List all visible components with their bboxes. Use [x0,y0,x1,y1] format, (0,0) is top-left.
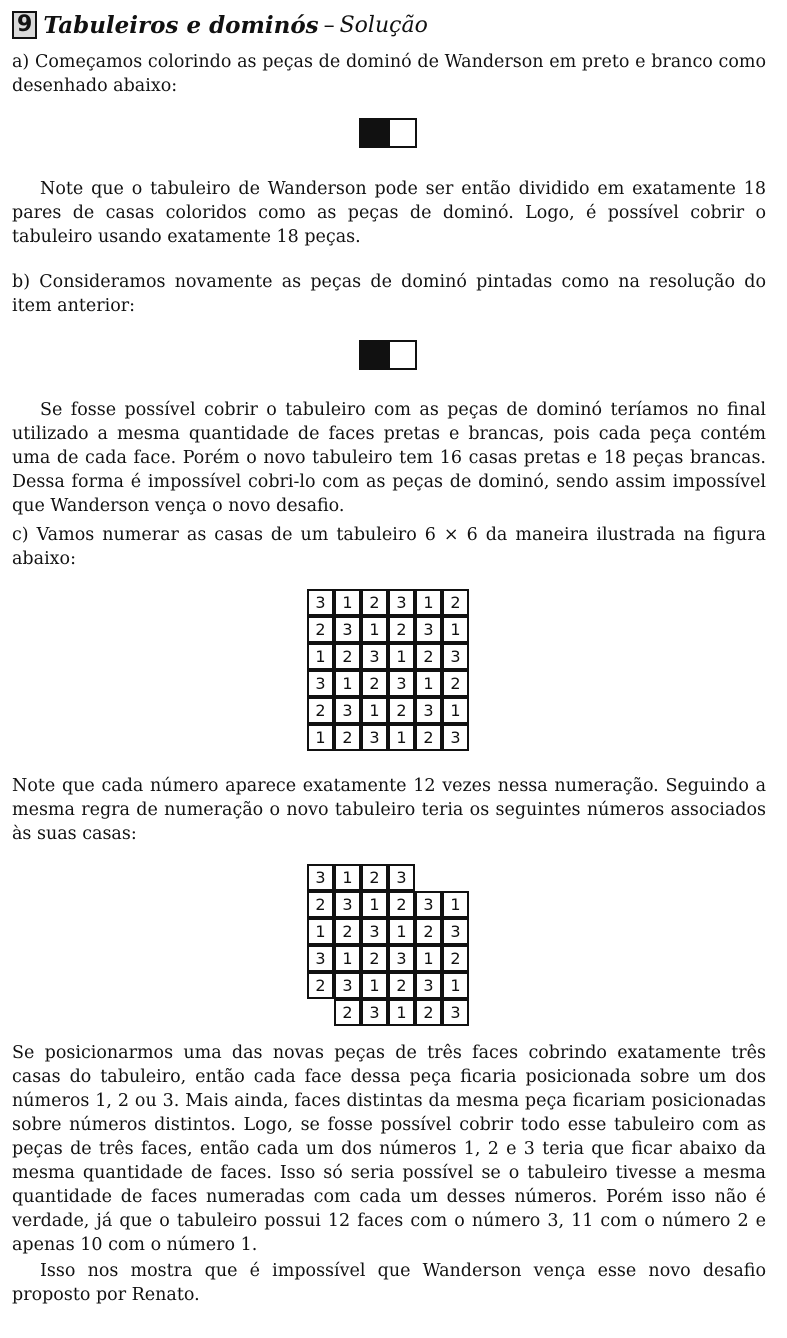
board-cell: 2 [388,616,415,643]
board-cell: 3 [307,945,334,972]
board-cell: 1 [334,864,361,891]
board-cell: 3 [334,972,361,999]
title-dash: – [323,12,335,38]
board-cell: 2 [442,945,469,972]
board-cell: 3 [307,589,334,616]
board-cell: 3 [388,589,415,616]
problem-number: 9 [12,11,37,39]
board-cell: 1 [388,918,415,945]
board-cell: 1 [442,972,469,999]
board-cell: 2 [415,918,442,945]
board-cell: 3 [361,724,388,751]
board-cell: 3 [415,697,442,724]
board-cell: 3 [334,697,361,724]
board-cell: 3 [442,724,469,751]
board-cell: 3 [388,670,415,697]
board-cell: 2 [307,616,334,643]
board-cell: 1 [361,697,388,724]
board-cell: 2 [307,891,334,918]
board-cell: 2 [415,724,442,751]
board-cell: 3 [415,891,442,918]
board-cell: 1 [307,643,334,670]
board-cell: 1 [388,724,415,751]
board-cell: 2 [388,697,415,724]
domino-white-half [388,342,415,368]
board-cell: 3 [415,616,442,643]
domino-black-half [361,120,388,146]
board-cell: 1 [388,643,415,670]
part-a-body: Note que o tabuleiro de Wanderson pode ser então dividido em exatamente 18 pares de casas coloridos como as peças de dominó. Logo, é possível cobrir o tabuleiro usando exatamente 18 peças. [12,179,766,247]
board-cell: 1 [334,589,361,616]
board-cell: 3 [388,864,415,891]
board-cell: 3 [415,972,442,999]
board-cell: 2 [442,589,469,616]
board-cell: 2 [415,643,442,670]
domino-piece-a [359,118,417,148]
board-cell: 3 [361,999,388,1026]
board-cell: 1 [334,945,361,972]
board-cell: 3 [361,918,388,945]
part-c-body: Se posicionarmos uma das novas peças de três faces cobrindo exatamente três casas do tabuleiro, então cada face dessa peça ficaria posicionada sobre um dos números 1, 2 ou 3. Mais ainda, faces distintas da mesma peça ficariam posicionadas sobre números distintos. Logo, se fosse possível cobrir todo esse tabuleiro com as peças de três faces, então cada um dos números 1, 2 e 3 teria que ficar abaixo da mesma quantidade de faces. Isso só seria possível se o tabuleiro tivesse a mesma quantidade de faces numeradas com cada um desses números. Porém isso não é verdade, já que o tabuleiro possui 12 faces com o número 3, 11 com o número 2 e apenas 10 com o número 1. [12,1043,766,1255]
board-cell: 1 [361,616,388,643]
board-cell: 1 [334,670,361,697]
board-cell: 2 [307,972,334,999]
problem-heading [12,10,428,40]
board-cell: 1 [388,999,415,1026]
domino-white-half [388,120,415,146]
board-cell: 2 [361,670,388,697]
board-cell: 2 [361,589,388,616]
board-cell: 3 [388,945,415,972]
board-cell: 1 [361,972,388,999]
board-cell: 3 [442,999,469,1026]
board-cell: 1 [415,670,442,697]
board-cell: 3 [334,616,361,643]
board-cell: 3 [442,643,469,670]
part-a-intro: a) Começamos colorindo as peças de dominó de Wanderson em preto e branco como desenhado abaixo: [12,52,766,96]
part-b-intro: b) Consideramos novamente as peças de dominó pintadas como na resolução do item anterior: [12,272,766,316]
board-cell: 3 [307,670,334,697]
part-c-conclusion: Isso nos mostra que é impossível que Wanderson vença esse novo desafio proposto por Renato. [12,1261,766,1305]
board-cell: 1 [415,589,442,616]
board-cell: 2 [334,643,361,670]
board-cell: 1 [307,918,334,945]
board-cell: 2 [334,999,361,1026]
board-cell: 1 [442,697,469,724]
board-cell: 1 [442,891,469,918]
problem-title: Tabuleiros e dominós [43,11,319,39]
board-cell: 3 [334,891,361,918]
board-cell: 2 [361,864,388,891]
board-cell: 1 [442,616,469,643]
board-cell: 2 [388,972,415,999]
board-cell: 1 [361,891,388,918]
board-cell: 3 [442,918,469,945]
board-cell: 1 [307,724,334,751]
part-c-between: Note que cada número aparece exatamente 12 vezes nessa numeração. Seguindo a mesma regra de numeração o novo tabuleiro teria os seguintes números associados às suas casas: [12,776,766,844]
problem-subtitle: Solução [339,12,428,38]
part-c-intro: c) Vamos numerar as casas de um tabuleiro 6 × 6 da maneira ilustrada na figura abaixo: [12,525,766,569]
board-cell: 3 [361,643,388,670]
board-cell: 2 [334,724,361,751]
domino-black-half [361,342,388,368]
board-cell: 2 [334,918,361,945]
board-cell: 2 [415,999,442,1026]
board-cell: 2 [442,670,469,697]
board-cell: 1 [415,945,442,972]
board-cell: 3 [307,864,334,891]
domino-piece-b [359,340,417,370]
board-cell: 2 [361,945,388,972]
part-b-body: Se fosse possível cobrir o tabuleiro com as peças de dominó teríamos no final utilizado a mesma quantidade de faces pretas e brancas, pois cada peça contém uma de cada face. Porém o novo tabuleiro tem 16 casas pretas e 18 peças brancas. Dessa forma é impossível cobri-lo com as peças de dominó, sendo assim impossível que Wanderson vença o novo desafio. [12,400,766,516]
board-cell: 2 [388,891,415,918]
board-cell: 2 [307,697,334,724]
